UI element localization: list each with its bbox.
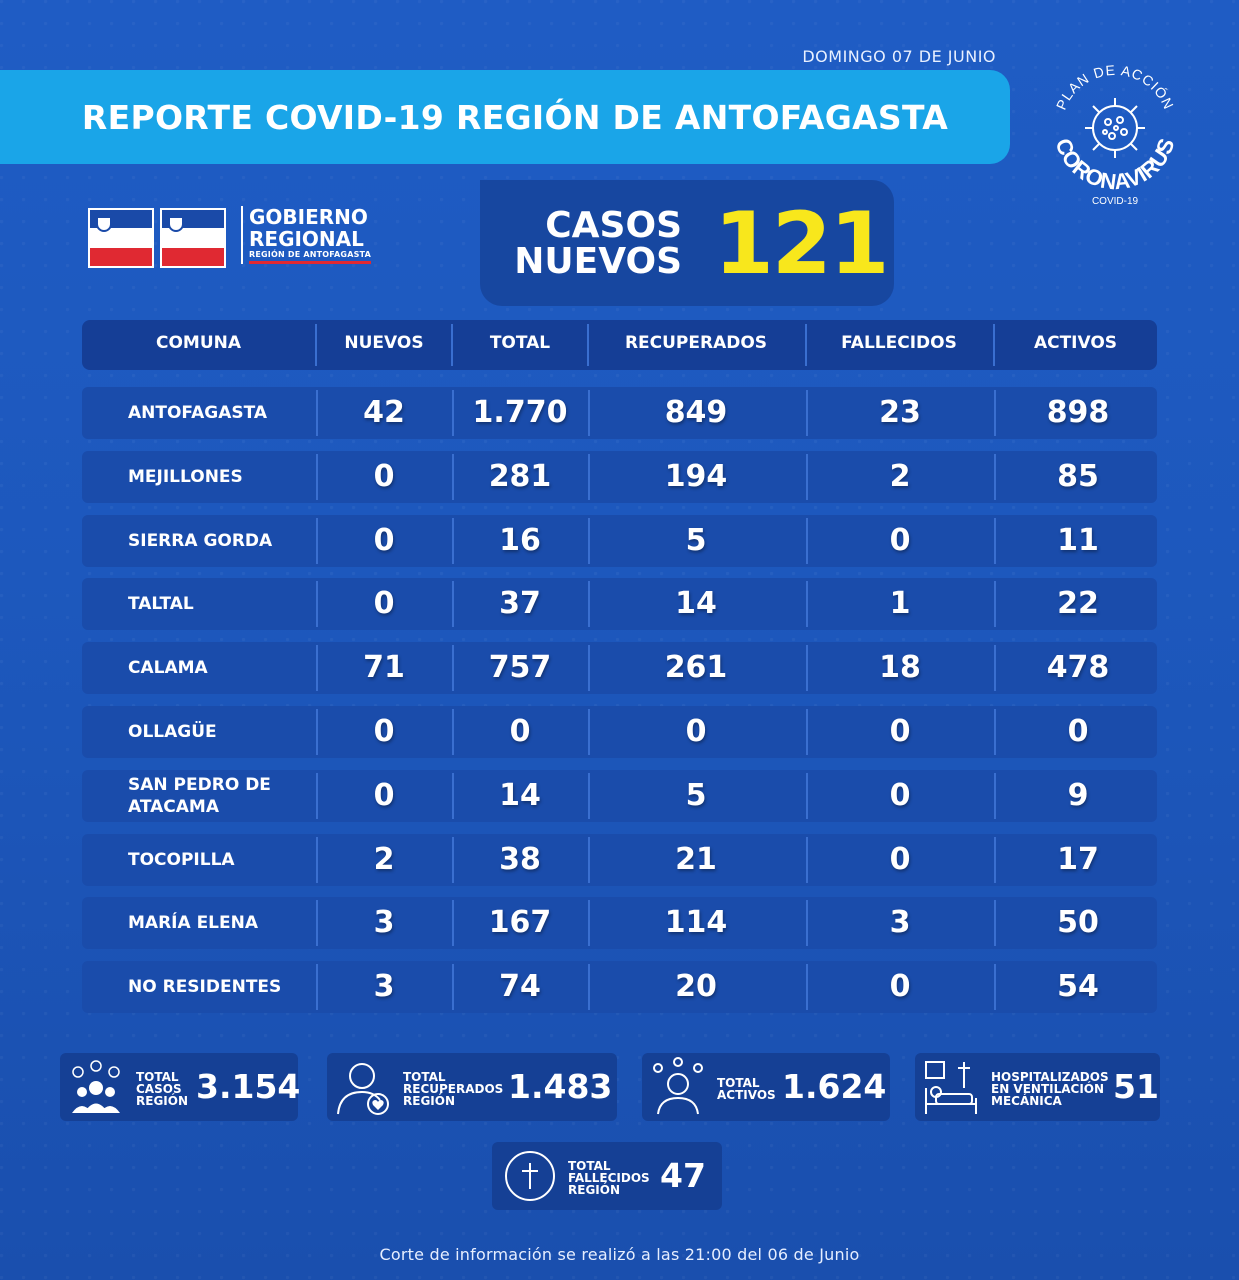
cross-icon [503, 1149, 557, 1203]
cell-total: 281 [488, 458, 552, 494]
total-recuperados-label [403, 1071, 503, 1107]
header-divider [315, 324, 317, 366]
recuperados-l1: TOTAL [403, 1070, 446, 1084]
row-divider [806, 454, 808, 500]
cell-recuperados: 21 [675, 841, 717, 877]
cell-activos: 898 [1046, 395, 1110, 430]
gob-line2: REGIONAL [249, 227, 364, 251]
cell-activos: 11 [1057, 522, 1099, 558]
hospitalizados-value: 51 [1113, 1067, 1159, 1106]
row-divider [994, 518, 996, 564]
person-heart-icon [334, 1058, 394, 1118]
cell-activos: 54 [1057, 969, 1099, 1005]
total-activos-value: 1.624 [782, 1067, 887, 1106]
row-divider [806, 773, 808, 819]
cell-recuperados: 5 [685, 777, 707, 813]
comuna-name: OLLAGÜE [128, 722, 217, 742]
comuna-name: MEJILLONES [128, 466, 243, 487]
cell-nuevos: 0 [373, 522, 395, 558]
page-title-text: REPORTE COVID-19 REGIÓN DE ANTOFAGASTA [81, 98, 949, 137]
cell-activos: 85 [1057, 458, 1099, 494]
th-nuevos: NUEVOS [344, 333, 424, 353]
header-divider [993, 324, 995, 366]
fall-l2: FALLECIDOS [568, 1171, 650, 1185]
activos-l1: TOTAL [717, 1076, 760, 1090]
row-divider [994, 581, 996, 627]
seremi-salud-logo [88, 208, 154, 268]
recuperados-l3: REGIÓN [403, 1094, 455, 1108]
th-recuperados: RECUPERADOS [624, 333, 768, 353]
recuperados-l2: RECUPERADOS [403, 1082, 504, 1096]
hosp-l3: MECÁNICA [991, 1094, 1062, 1108]
total-activos-label [717, 1077, 776, 1101]
report-date: DOMINGO 07 DE JUNIO [802, 47, 996, 66]
comuna-name: TOCOPILLA [128, 849, 235, 870]
comuna-name: CALAMA [128, 658, 208, 679]
comuna-name: TALTAL [128, 594, 194, 615]
cell-recuperados: 261 [664, 650, 728, 686]
th-activos: ACTIVOS [1033, 333, 1118, 353]
row-divider [806, 581, 808, 627]
cell-activos: 17 [1057, 841, 1099, 877]
gob-line3: REGIÓN DE ANTOFAGASTA [249, 250, 371, 259]
gobierno-de-chile-logo [160, 208, 226, 268]
row-divider [806, 390, 808, 436]
cell-nuevos: 0 [373, 714, 395, 749]
cell-activos: 9 [1067, 777, 1089, 813]
row-divider [994, 964, 996, 1010]
row-divider [994, 645, 996, 691]
cell-total: 37 [499, 586, 541, 622]
fall-l3: REGIÓN [568, 1183, 620, 1197]
cell-recuperados: 194 [664, 458, 728, 494]
row-divider [994, 773, 996, 819]
gob-line1: GOBIERNO [249, 205, 368, 229]
header-divider [451, 324, 453, 366]
casos-l2: CASOS [136, 1082, 182, 1096]
cell-total: 167 [488, 905, 552, 941]
page-title [0, 98, 1060, 137]
th-fallecidos: FALLECIDOS [841, 333, 957, 353]
total-fallecidos-value: 47 [660, 1156, 706, 1195]
cell-activos: 478 [1046, 650, 1110, 686]
row-divider [994, 390, 996, 436]
row-divider [806, 709, 808, 755]
cell-recuperados: 20 [675, 969, 717, 1005]
badge-sub-text: COVID-19 [1091, 196, 1139, 207]
total-fallecidos-label [568, 1160, 650, 1196]
row-divider [806, 837, 808, 883]
cell-recuperados: 0 [685, 714, 707, 749]
row-divider [994, 900, 996, 946]
cell-total: 0 [509, 714, 531, 749]
badge-top-text: PLAN DE ACCIÓN [1052, 61, 1178, 113]
casos-label-line2: NUEVOS [514, 241, 682, 282]
fall-l1: TOTAL [568, 1159, 611, 1173]
cell-recuperados: 849 [664, 395, 728, 430]
cell-fallecidos: 18 [879, 650, 921, 686]
cell-total: 1.770 [472, 395, 568, 430]
th-comuna: COMUNA [155, 333, 242, 353]
cell-total: 74 [499, 969, 541, 1005]
coronavirus-badge-logo [1040, 58, 1190, 208]
cell-total: 38 [499, 841, 541, 877]
cell-fallecidos: 2 [889, 458, 911, 494]
cell-total: 757 [488, 650, 552, 686]
cell-activos: 22 [1057, 586, 1099, 622]
cell-fallecidos: 0 [889, 969, 911, 1005]
comuna-name: SIERRA GORDA [128, 530, 273, 551]
row-divider [994, 709, 996, 755]
cell-nuevos: 3 [373, 969, 395, 1005]
cell-fallecidos: 0 [889, 714, 911, 749]
cell-fallecidos: 0 [889, 841, 911, 877]
casos-label-line1: CASOS [545, 205, 682, 246]
casos-l3: REGIÓN [136, 1094, 188, 1108]
row-divider [806, 900, 808, 946]
row-divider [994, 454, 996, 500]
row-divider [806, 518, 808, 564]
svg-text:CORONAVIRUS [1050, 135, 1179, 195]
header-divider [587, 324, 589, 366]
cell-nuevos: 0 [373, 458, 395, 494]
footer-note: Corte de información se realizó a las 21:00 del 06 de Junio [379, 1245, 860, 1264]
person-virus-icon [648, 1056, 708, 1116]
cell-recuperados: 14 [675, 586, 717, 622]
comuna-name: ANTOFAGASTA [128, 403, 268, 423]
cell-activos: 50 [1057, 905, 1099, 941]
comuna-name [128, 774, 271, 818]
cell-nuevos: 3 [373, 905, 395, 941]
cell-nuevos: 71 [363, 650, 405, 686]
row-divider [994, 837, 996, 883]
people-virus-icon [66, 1058, 126, 1118]
row-divider [806, 964, 808, 1010]
cell-nuevos: 0 [373, 586, 395, 622]
cell-nuevos: 2 [373, 841, 395, 877]
comuna-name: NO RESIDENTES [128, 977, 282, 998]
casos-nuevos-label [490, 205, 682, 282]
total-recuperados-value: 1.483 [508, 1067, 613, 1106]
header-divider [805, 324, 807, 366]
comuna-line1: SAN PEDRO DE [128, 774, 271, 795]
cell-fallecidos: 1 [889, 586, 911, 622]
gobierno-regional-logo [241, 206, 371, 264]
th-total: TOTAL [489, 333, 551, 353]
cell-fallecidos: 0 [889, 777, 911, 813]
badge-main-text: CORONAVIRUS [1050, 134, 1180, 195]
cell-fallecidos: 3 [889, 905, 911, 941]
total-casos-value: 3.154 [196, 1067, 301, 1106]
hospital-bed-icon [920, 1058, 980, 1118]
comuna-name: MARÍA ELENA [128, 913, 259, 934]
cell-fallecidos: 0 [889, 522, 911, 558]
cell-recuperados: 5 [685, 522, 707, 558]
hosp-l1: HOSPITALIZADOS [991, 1070, 1109, 1084]
activos-l2: ACTIVOS [717, 1088, 776, 1102]
casos-l1: TOTAL [136, 1070, 179, 1084]
cell-activos: 0 [1067, 714, 1089, 749]
cell-total: 16 [499, 522, 541, 558]
hospitalizados-label [991, 1071, 1109, 1107]
cell-total: 14 [499, 777, 541, 813]
cell-nuevos: 42 [363, 395, 405, 430]
cell-nuevos: 0 [373, 777, 395, 813]
cell-recuperados: 114 [664, 905, 728, 941]
casos-nuevos-value: 121 [714, 194, 888, 294]
hosp-l2: EN VENTILACIÓN [991, 1082, 1105, 1096]
row-divider [806, 645, 808, 691]
total-casos-label [136, 1071, 188, 1107]
comuna-line2: ATACAMA [128, 796, 219, 817]
cell-fallecidos: 23 [879, 395, 921, 430]
